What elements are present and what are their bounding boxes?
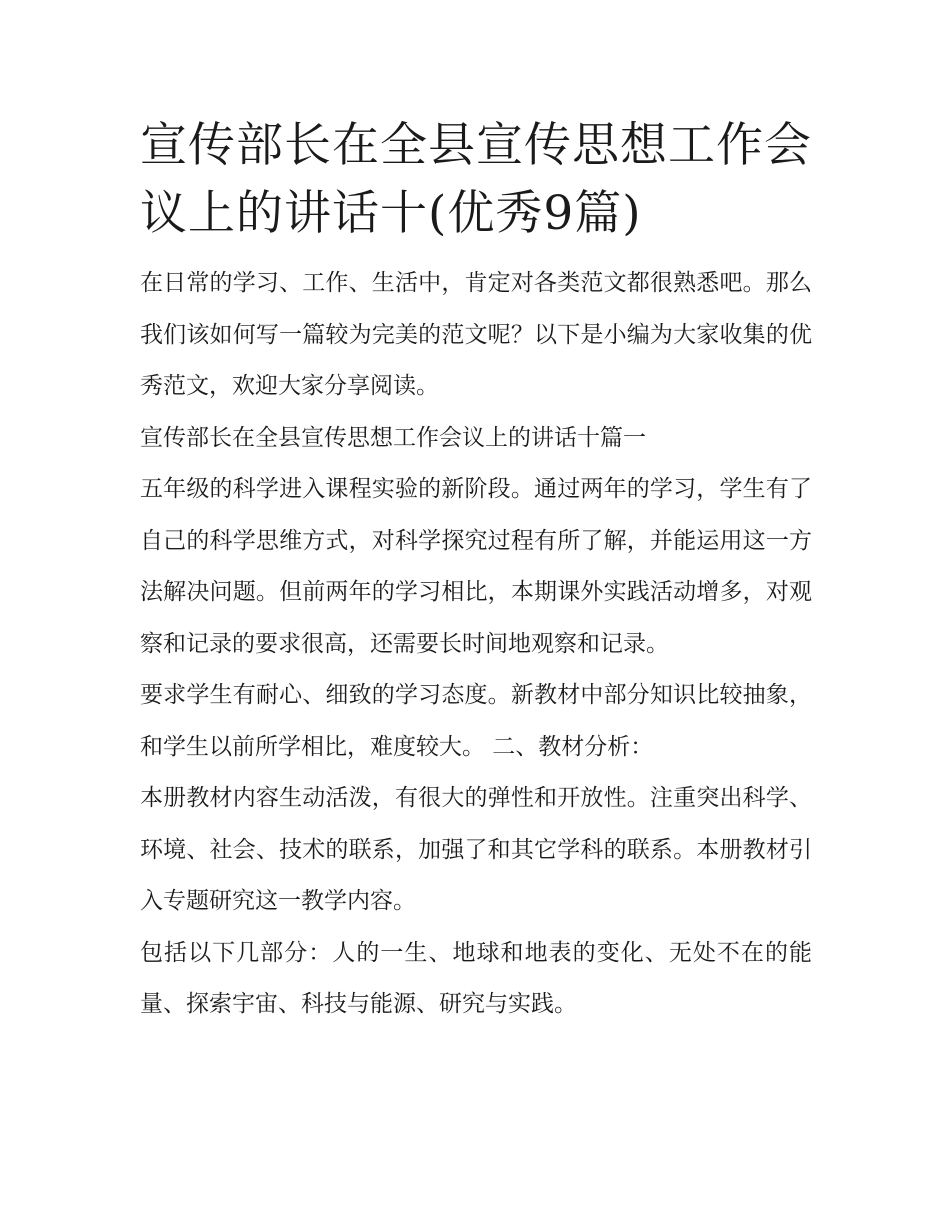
body-paragraph: 本册教材内容生动活泼，有很大的弹性和开放性。注重突出科学、环境、社会、技术的联系，加强了和其它学科的联系。本册教材引入专题研究这一教学内容。	[140, 785, 812, 914]
intro-paragraph: 在日常的学习、工作、生活中，肯定对各类范文都很熟悉吧。那么我们该如何写一篇较为完美的范文呢？以下是小编为大家收集的优秀范文，欢迎大家分享阅读。	[140, 270, 812, 399]
document-page	[140, 112, 812, 1031]
body-paragraph: 五年级的科学进入课程实验的新阶段。通过两年的学习，学生有了自己的科学思维方式，对科学探究过程有所了解，并能运用这一方法解决问题。但前两年的学习相比，本期课外实践活动增多，对观察和记录的要求很高，还需要长时间地观察和记录。	[140, 476, 812, 657]
document-title: 宣传部长在全县宣传思想工作会议上的讲话十(优秀9篇)	[140, 118, 812, 241]
section-heading: 宣传部长在全县宣传思想工作会议上的讲话十篇一	[140, 424, 646, 451]
body-paragraph: 要求学生有耐心、细致的学习态度。新教材中部分知识比较抽象，和学生以前所学相比，难度较大。 二、教材分析：	[140, 682, 812, 760]
body-paragraph: 包括以下几部分：人的一生、地球和地表的变化、无处不在的能量、探索宇宙、科技与能源、研究与实践。	[140, 939, 812, 1017]
